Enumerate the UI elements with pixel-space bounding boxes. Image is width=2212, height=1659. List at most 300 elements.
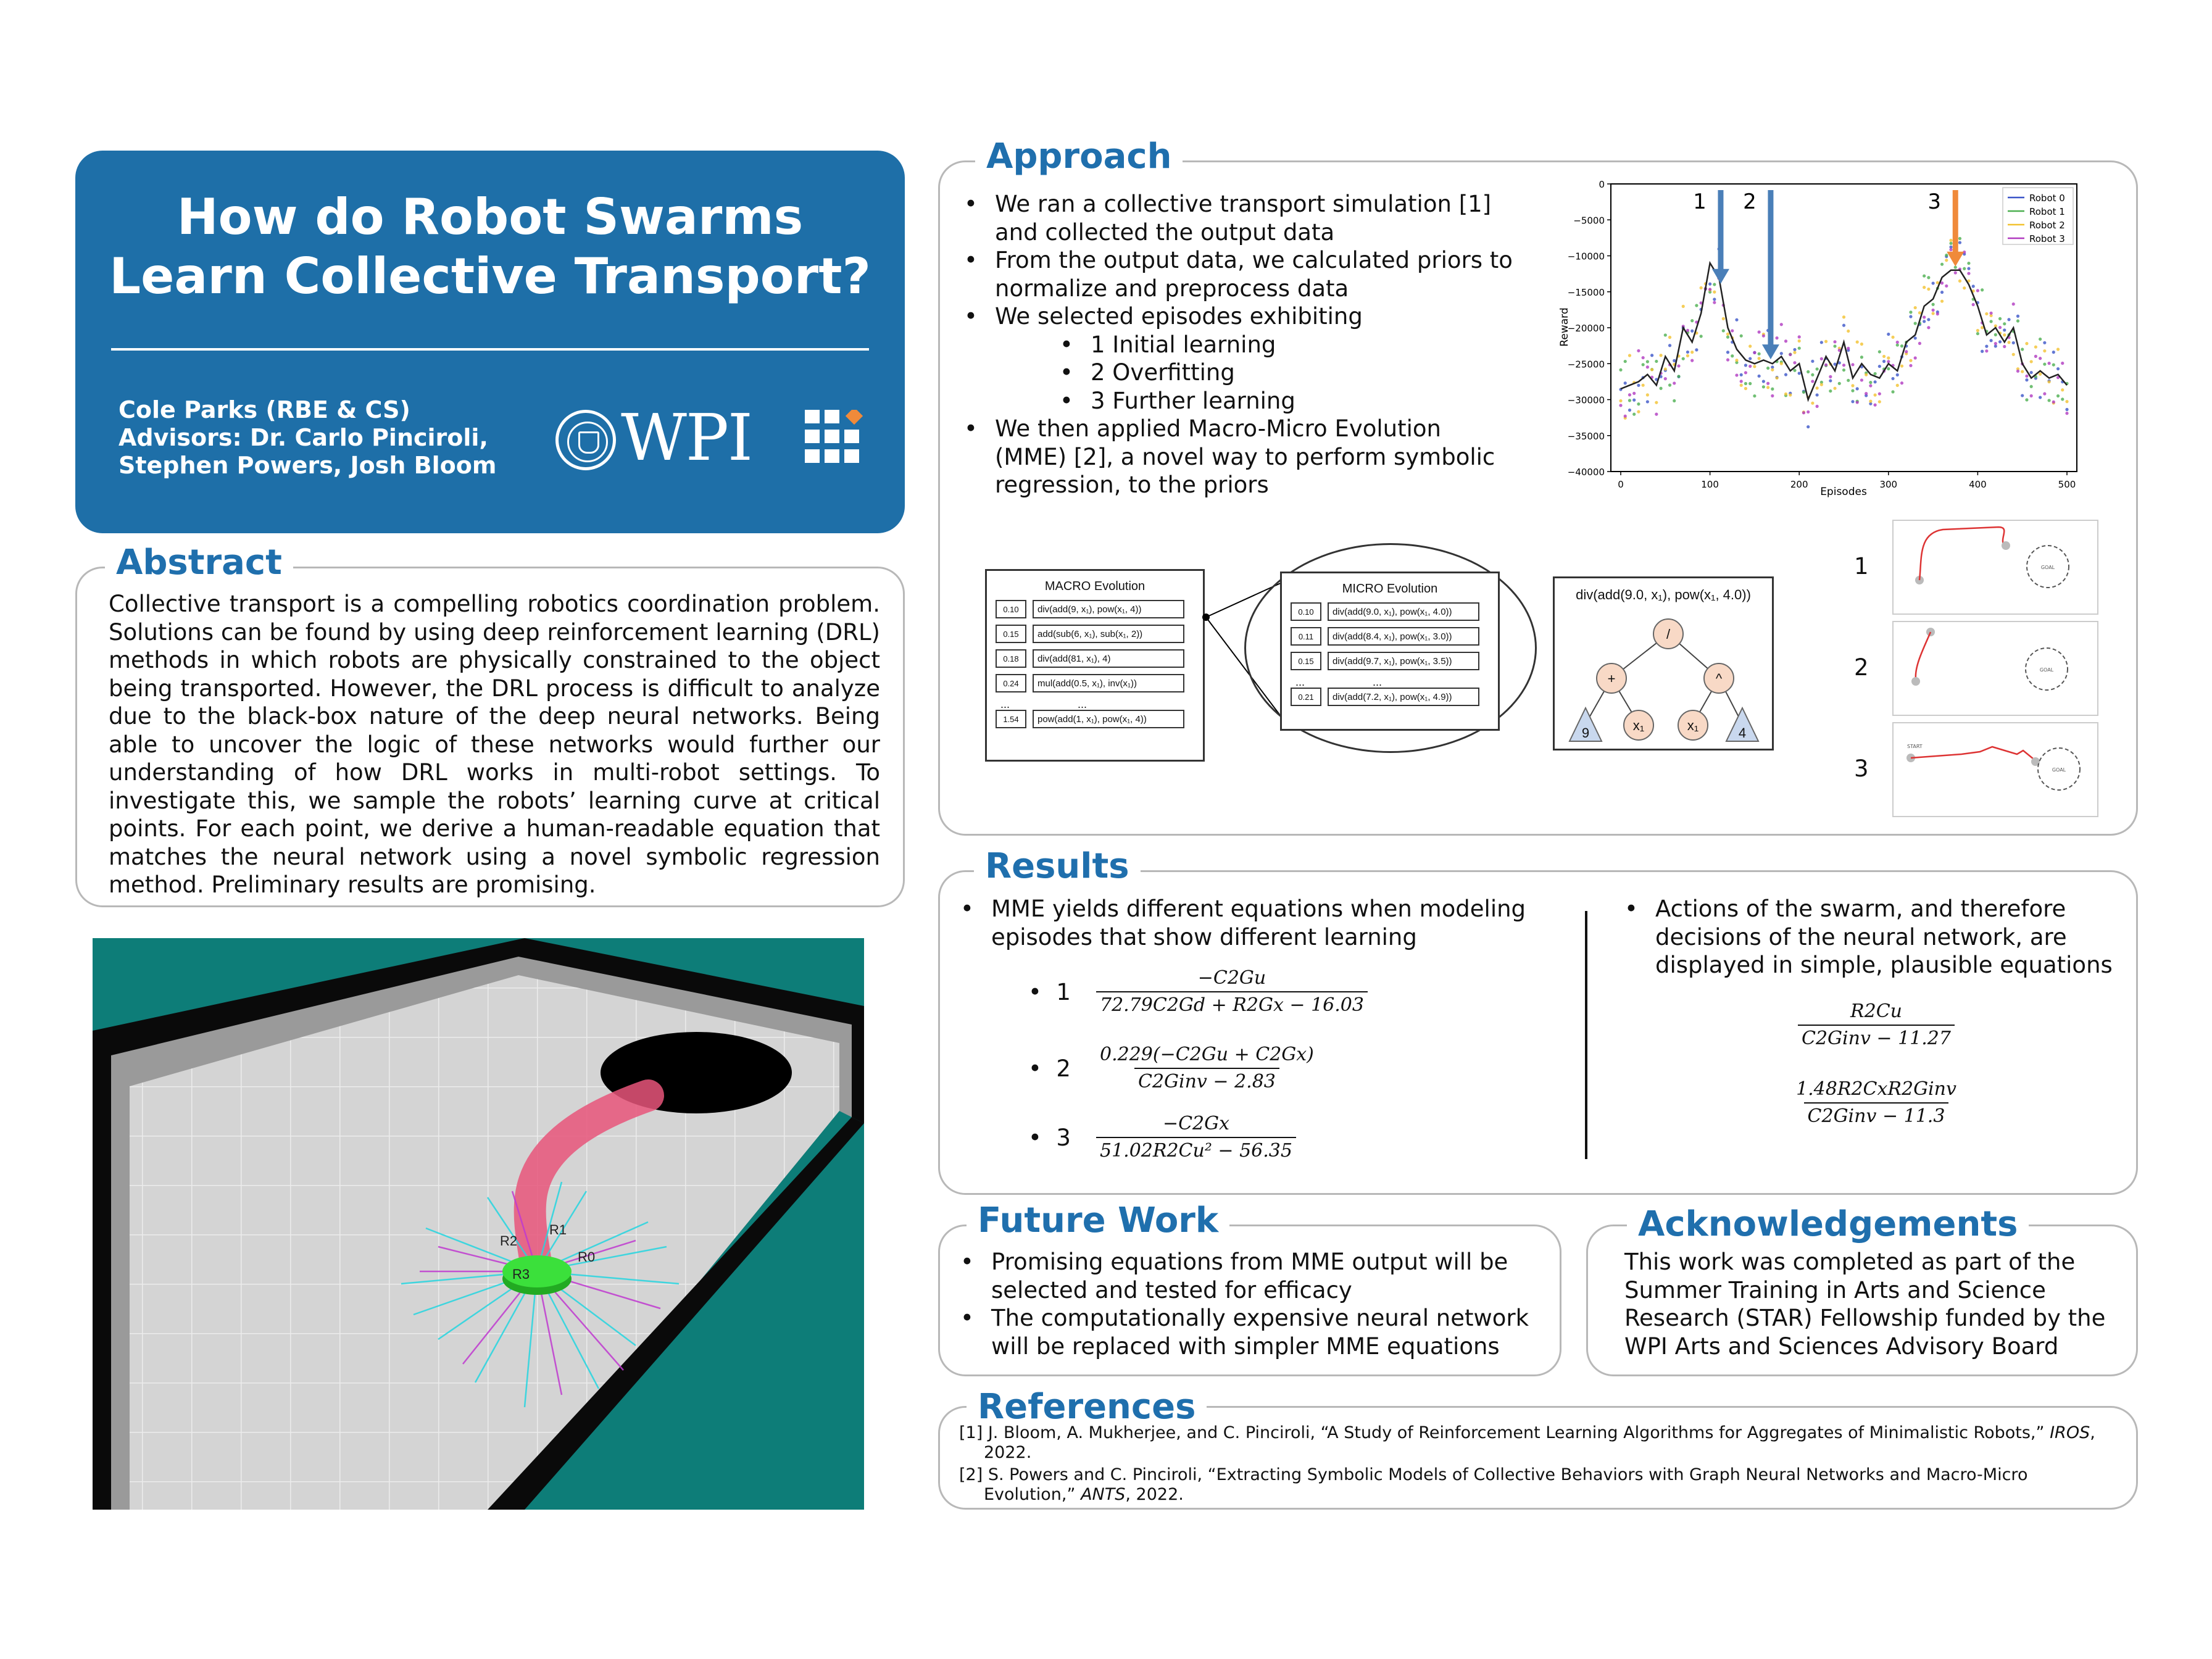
tree-root: / bbox=[1666, 626, 1671, 642]
reward-point bbox=[1686, 354, 1689, 357]
reward-point bbox=[1628, 409, 1631, 412]
reward-point bbox=[2065, 408, 2068, 411]
tree-right: ^ bbox=[1715, 671, 1723, 686]
reward-point bbox=[1619, 399, 1622, 402]
reward-point bbox=[1963, 286, 1966, 289]
reward-point bbox=[1932, 312, 1935, 315]
reward-point bbox=[1940, 299, 1944, 302]
result-equation-3 bbox=[1022, 1112, 1296, 1163]
tree-left: + bbox=[1607, 671, 1616, 686]
reward-point bbox=[1932, 309, 1935, 312]
reward-point bbox=[1985, 312, 1988, 315]
reward-point bbox=[1985, 345, 1988, 348]
x-tick-label: 200 bbox=[1790, 479, 1808, 490]
legend-robot2: Robot 2 bbox=[2029, 220, 2065, 231]
reward-point bbox=[1744, 364, 1747, 367]
reward-point bbox=[1655, 413, 1658, 416]
y-tick-label: −15000 bbox=[1567, 286, 1605, 298]
reward-point bbox=[1766, 382, 1769, 385]
reward-point bbox=[1713, 301, 1716, 304]
title-banner bbox=[75, 151, 905, 533]
references-list bbox=[959, 1423, 2126, 1505]
reward-point bbox=[2025, 398, 2028, 401]
macro-score: 0.24 bbox=[996, 674, 1026, 692]
reward-point bbox=[1784, 393, 1787, 396]
reward-point bbox=[1891, 336, 1894, 339]
reward-point bbox=[1753, 351, 1756, 354]
reward-point bbox=[1637, 410, 1640, 414]
reward-point bbox=[2052, 363, 2055, 366]
macro-row bbox=[996, 674, 1203, 692]
macro-score: 0.15 bbox=[996, 625, 1026, 643]
reward-point bbox=[2012, 353, 2015, 356]
reward-point bbox=[1690, 319, 1694, 322]
reward-point bbox=[2003, 322, 2006, 325]
reward-point bbox=[1726, 358, 1729, 361]
macro-expression: mul(add(0.5, x₁), inv(x₁)) bbox=[1033, 674, 1184, 692]
approach-bullet-4: • We then applied Macro-Micro Evolution (MME) [2], a novel way to perform symbolic regression, to the priors bbox=[964, 415, 1520, 499]
reward-point bbox=[1793, 361, 1796, 364]
macro-ellipsis: ... ... bbox=[1000, 698, 1087, 710]
reward-point bbox=[2065, 412, 2068, 415]
results-heading: Results bbox=[974, 847, 1141, 886]
y-axis-label: Reward bbox=[1558, 307, 1571, 347]
reward-point bbox=[2039, 373, 2042, 376]
reward-point bbox=[1637, 349, 1640, 352]
reward-point bbox=[1847, 379, 1850, 382]
micro-expression: div(add(9.7, x₁), pow(x₁, 3.5)) bbox=[1328, 652, 1479, 670]
reward-point bbox=[1842, 364, 1845, 367]
trajectory-label-2: 2 bbox=[1854, 654, 1869, 681]
reward-point bbox=[1646, 400, 1649, 403]
reward-point bbox=[2021, 347, 2024, 351]
reward-point bbox=[1713, 291, 1716, 294]
reward-point bbox=[1758, 330, 1761, 333]
reward-point bbox=[1816, 367, 1819, 370]
abstract-text: Collective transport is a compelling robotics coordination problem. Solutions can be found by using deep reinforcement learning (DRL) methods in which robots are physically constrained to the object being transported. However, the DRL process is difficult to analyze due to the black-box nature of the deep neural networks. Being able to uncover the logic of these networks would further our understanding of how DRL works in multi-robot settings. To investigate this, we sample the robots’ learning curve at critical points. For each point, we derive a human-readable equation that matches the neural network using a novel symbolic regression method. Preliminary results are promising. bbox=[109, 591, 880, 898]
reward-point bbox=[1700, 335, 1703, 338]
approach-text bbox=[964, 190, 1520, 499]
reward-point bbox=[1874, 380, 1877, 383]
right-equation-1 bbox=[1778, 1000, 1975, 1050]
right-equation-2 bbox=[1778, 1078, 1975, 1128]
reward-point bbox=[1905, 350, 1908, 353]
reward-point bbox=[1726, 336, 1729, 339]
reward-point bbox=[1758, 352, 1761, 356]
reward-point bbox=[1981, 350, 1984, 353]
reward-point bbox=[1932, 281, 1935, 285]
reference-1: [1] J. Bloom, A. Mukherjee, and C. Pinciroli, “A Study of Reinforcement Learning Algorithms for Aggregates of Minimalistic Robots,” IROS, 2022. bbox=[959, 1423, 2095, 1462]
reward-point bbox=[1833, 340, 1836, 343]
approach-bullet-2: • From the output data, we calculated priors to normalize and preprocess data bbox=[964, 246, 1520, 302]
reward-point bbox=[1958, 241, 1961, 244]
legend-robot1: Robot 1 bbox=[2029, 206, 2065, 217]
thumb1-goal: GOAL bbox=[2040, 565, 2055, 570]
reward-point bbox=[1646, 360, 1649, 363]
reward-point bbox=[1673, 399, 1676, 402]
reward-point bbox=[1793, 369, 1796, 372]
reward-point bbox=[1887, 356, 1890, 359]
reward-point bbox=[1878, 392, 1881, 395]
x-tick-label: 400 bbox=[1969, 479, 1987, 490]
reward-point bbox=[1869, 381, 1872, 384]
reward-point bbox=[1700, 286, 1703, 289]
reward-point bbox=[1664, 333, 1667, 336]
reward-point bbox=[1914, 306, 1917, 309]
reward-point bbox=[1793, 351, 1796, 354]
reward-point bbox=[1860, 356, 1863, 359]
reward-point bbox=[1775, 336, 1778, 339]
author-line1: Cole Parks (RBE & CS) bbox=[118, 396, 410, 423]
results-right-text bbox=[1624, 895, 2124, 979]
reward-point bbox=[1748, 382, 1752, 385]
reward-point bbox=[1851, 363, 1854, 366]
macro-expression: add(sub(6, x₁), sub(x₁, 2)) bbox=[1033, 625, 1184, 643]
reward-point bbox=[1753, 365, 1756, 368]
reward-point bbox=[1677, 364, 1680, 367]
reward-point bbox=[1731, 329, 1734, 332]
grid-logo-icon bbox=[805, 410, 873, 472]
reward-point bbox=[1820, 341, 1823, 344]
micro-evolution-box bbox=[1280, 572, 1500, 731]
reward-point bbox=[1735, 359, 1738, 362]
reward-point bbox=[2025, 378, 2028, 381]
micro-title: MICRO Evolution bbox=[1342, 582, 1438, 596]
reward-point bbox=[1865, 373, 1868, 376]
reward-point bbox=[1811, 360, 1814, 363]
reward-point bbox=[1758, 375, 1761, 378]
future-bullet-2: • The computationally expensive neural network will be replaced with simpler MME equations bbox=[960, 1304, 1553, 1360]
reward-point bbox=[1878, 350, 1881, 353]
reward-point bbox=[1619, 404, 1622, 407]
poster-title-line2: Learn Collective Transport? bbox=[109, 247, 871, 305]
macro-score: 1.54 bbox=[996, 710, 1026, 728]
reward-point bbox=[1690, 330, 1694, 333]
reward-point bbox=[1807, 425, 1810, 428]
reward-point bbox=[1945, 285, 1948, 288]
result-equation-2 bbox=[1022, 1043, 1318, 1094]
reward-point bbox=[1998, 340, 2002, 343]
reward-point bbox=[1798, 372, 1801, 375]
reward-point bbox=[1708, 283, 1711, 286]
approach-bullet-1: • We ran a collective transport simulation [1] and collected the output data bbox=[964, 190, 1520, 246]
results-right-bullet: • Actions of the swarm, and therefore decisions of the neural network, are displayed in simple, plausible equations bbox=[1624, 895, 2124, 979]
reward-point bbox=[2012, 302, 2015, 306]
reward-point bbox=[1949, 239, 1952, 242]
tree-leaf4: 4 bbox=[1738, 725, 1747, 741]
reward-point bbox=[1802, 391, 1805, 394]
reward-point bbox=[1967, 262, 1970, 265]
reward-point bbox=[2030, 371, 2033, 374]
reward-point bbox=[1976, 329, 1979, 332]
reward-point bbox=[1981, 288, 1984, 291]
reward-point bbox=[1673, 381, 1676, 385]
reward-point bbox=[1650, 354, 1653, 357]
reward-point bbox=[1914, 322, 1917, 325]
chart-legend bbox=[2003, 188, 2073, 244]
reward-point bbox=[2012, 341, 2015, 344]
result-equation-1 bbox=[1022, 967, 1368, 1017]
reward-point bbox=[1847, 330, 1850, 333]
reward-point bbox=[2007, 318, 2010, 321]
references-heading: References bbox=[967, 1387, 1207, 1427]
reward-point bbox=[1874, 372, 1877, 375]
trajectory-thumb-3 bbox=[1892, 722, 2098, 817]
reward-point bbox=[1891, 377, 1894, 380]
thumb3-start: START bbox=[1907, 744, 1923, 749]
robot-label-r0: R0 bbox=[578, 1249, 596, 1265]
reward-point bbox=[2025, 342, 2028, 345]
eq3-label: • 3 bbox=[1028, 1124, 1071, 1151]
req2-numerator: 1.48R2CxR2Ginv bbox=[1796, 1078, 1956, 1100]
micro-expression: div(add(8.4, x₁), pow(x₁, 3.0)) bbox=[1328, 627, 1479, 646]
reward-point bbox=[1802, 411, 1805, 414]
y-tick-label: 0 bbox=[1599, 179, 1605, 190]
reward-point bbox=[1789, 353, 1792, 356]
reward-point bbox=[1896, 341, 1899, 344]
macro-expression: div(add(81, x₁), 4) bbox=[1033, 649, 1184, 668]
reward-point bbox=[1722, 329, 1725, 332]
simulation-image bbox=[93, 938, 864, 1510]
reward-point bbox=[1811, 402, 1814, 405]
tree-leaf3: x₁ bbox=[1687, 718, 1699, 733]
macro-row bbox=[996, 600, 1203, 618]
reward-point bbox=[2003, 345, 2006, 348]
reward-point bbox=[1686, 329, 1689, 332]
reward-point bbox=[1659, 387, 1662, 390]
reward-point bbox=[1998, 326, 2002, 329]
reward-point bbox=[1954, 271, 1957, 274]
wpi-logo-text: WPI bbox=[621, 400, 752, 475]
y-tick-label: −20000 bbox=[1567, 323, 1605, 334]
eq2-denominator: C2Ginv − 2.83 bbox=[1134, 1068, 1279, 1094]
reward-point bbox=[1642, 384, 1645, 387]
reward-point bbox=[1784, 339, 1787, 343]
reward-point bbox=[1887, 333, 1890, 336]
reward-point bbox=[1722, 317, 1725, 320]
reward-point bbox=[1628, 399, 1631, 402]
reward-point bbox=[1851, 389, 1854, 392]
micro-row bbox=[1291, 627, 1498, 646]
legend-robot0: Robot 0 bbox=[2029, 193, 2065, 204]
reward-point bbox=[1735, 318, 1738, 322]
eq3-numerator: −C2Gx bbox=[1162, 1113, 1229, 1134]
reward-point bbox=[1882, 355, 1886, 358]
req2-denominator: C2Ginv − 11.3 bbox=[1804, 1102, 1949, 1128]
reward-point bbox=[1927, 288, 1930, 291]
micro-score: 0.11 bbox=[1291, 627, 1321, 646]
reward-point bbox=[1775, 376, 1778, 380]
micro-row bbox=[1291, 688, 1498, 706]
reward-point bbox=[2047, 399, 2050, 402]
reward-point bbox=[1918, 311, 1921, 314]
micro-row bbox=[1291, 652, 1498, 670]
reward-point bbox=[1624, 360, 1627, 363]
macro-expression: pow(add(1, x₁), pow(x₁, 4)) bbox=[1033, 710, 1184, 728]
reward-point bbox=[1838, 382, 1841, 385]
reward-point bbox=[1860, 378, 1863, 381]
reward-point bbox=[1632, 413, 1636, 416]
y-tick-label: −40000 bbox=[1567, 467, 1605, 478]
reward-point bbox=[2061, 388, 2064, 391]
reward-point bbox=[1646, 365, 1649, 368]
reward-point bbox=[1740, 373, 1743, 376]
reward-point bbox=[1989, 312, 1992, 315]
eq1-numerator: −C2Gu bbox=[1197, 967, 1266, 989]
reward-point bbox=[1891, 390, 1894, 393]
thumb3-goal: GOAL bbox=[2052, 767, 2066, 773]
reward-point bbox=[1807, 410, 1810, 414]
reward-point bbox=[1824, 340, 1827, 343]
micro-expression: div(add(7.2, x₁), pow(x₁, 4.9)) bbox=[1328, 688, 1479, 706]
reward-point bbox=[1949, 242, 1952, 245]
macro-evolution-box bbox=[985, 569, 1205, 762]
micro-score: 0.10 bbox=[1291, 602, 1321, 621]
reward-point bbox=[1958, 280, 1961, 283]
reward-point bbox=[1936, 312, 1939, 315]
macro-title: MACRO Evolution bbox=[1044, 580, 1146, 593]
req1-numerator: R2Cu bbox=[1850, 1000, 1902, 1022]
robot-label-r1: R1 bbox=[549, 1222, 567, 1237]
reward-point bbox=[1949, 248, 1952, 251]
x-tick-label: 100 bbox=[1701, 479, 1719, 490]
reward-point bbox=[1940, 263, 1944, 266]
reward-point bbox=[1932, 303, 1935, 306]
reward-chart bbox=[1531, 173, 2098, 500]
reward-point bbox=[1900, 364, 1903, 367]
reward-point bbox=[1771, 394, 1774, 397]
reward-point bbox=[1896, 384, 1899, 387]
reward-point bbox=[1726, 333, 1729, 336]
reward-point bbox=[2003, 328, 2006, 331]
reward-point bbox=[1748, 344, 1752, 347]
reward-point bbox=[1816, 405, 1819, 408]
req1-denominator: C2Ginv − 11.27 bbox=[1798, 1025, 1955, 1050]
reward-point bbox=[1780, 352, 1783, 355]
reward-point bbox=[1632, 392, 1636, 395]
approach-bullet-3: • We selected episodes exhibiting bbox=[964, 302, 1520, 331]
reward-point bbox=[1896, 343, 1899, 346]
reward-point bbox=[1918, 342, 1921, 345]
results-left-text bbox=[960, 895, 1553, 951]
reward-point bbox=[1869, 384, 1872, 387]
abstract-heading: Abstract bbox=[105, 543, 293, 583]
reward-point bbox=[1628, 354, 1631, 357]
reward-point bbox=[1856, 341, 1859, 344]
reward-point bbox=[1878, 365, 1881, 368]
approach-sub-2: • 2 Overfitting bbox=[1060, 359, 1520, 387]
reward-point bbox=[1851, 384, 1854, 387]
tree-leaf2: x₁ bbox=[1632, 718, 1645, 733]
reward-point bbox=[2021, 394, 2024, 397]
reward-point bbox=[1963, 267, 1966, 270]
reward-point bbox=[1713, 297, 1716, 301]
reward-point bbox=[1771, 368, 1774, 372]
episode-arrow-label: 2 bbox=[1743, 189, 1757, 214]
reward-point bbox=[1642, 356, 1645, 359]
reward-point bbox=[2034, 346, 2037, 349]
reward-point bbox=[2021, 370, 2024, 373]
acknowledgements-text: This work was completed as part of the Summer Training in Arts and Science Research (STAR) Fellowship funded by the WPI Arts and Sciences Advisory Board bbox=[1624, 1249, 2106, 1360]
reward-point bbox=[1668, 383, 1671, 386]
reward-point bbox=[1914, 356, 1917, 359]
reward-point bbox=[2025, 375, 2028, 378]
reward-point bbox=[1731, 354, 1734, 357]
reward-point bbox=[2016, 319, 2019, 322]
reward-point bbox=[1865, 392, 1868, 395]
trajectory-label-1: 1 bbox=[1854, 553, 1869, 580]
approach-sub-1: • 1 Initial learning bbox=[1060, 331, 1520, 359]
reward-point bbox=[1811, 380, 1814, 383]
reward-point bbox=[1807, 370, 1810, 373]
reward-point bbox=[1793, 348, 1796, 351]
reward-point bbox=[1735, 373, 1738, 376]
eq2-label: • 2 bbox=[1028, 1055, 1071, 1082]
future-work-text bbox=[960, 1248, 1553, 1360]
results-left-bullet: • MME yields different equations when modeling episodes that show different learning bbox=[960, 895, 1553, 951]
reward-point bbox=[1811, 373, 1814, 376]
reward-point bbox=[1619, 368, 1622, 372]
micro-expression: div(add(9.0, x₁), pow(x₁, 4.0)) bbox=[1328, 602, 1479, 621]
reward-point bbox=[1740, 335, 1743, 338]
reward-point bbox=[1664, 377, 1667, 380]
reward-point bbox=[1887, 367, 1890, 370]
macro-row bbox=[996, 649, 1203, 668]
reward-point bbox=[2039, 357, 2042, 360]
expression-tree-box bbox=[1553, 576, 1774, 750]
reward-point bbox=[2034, 355, 2037, 358]
reward-point bbox=[1686, 351, 1689, 354]
micro-row bbox=[1291, 602, 1498, 621]
reward-point bbox=[1766, 367, 1769, 370]
reward-point bbox=[1637, 384, 1640, 387]
reward-point bbox=[2047, 380, 2050, 383]
approach-heading: Approach bbox=[975, 137, 1183, 177]
reward-point bbox=[1927, 318, 1930, 321]
reward-point bbox=[1690, 351, 1694, 354]
title-divider bbox=[111, 348, 869, 351]
reward-point bbox=[1642, 363, 1645, 366]
reward-point bbox=[1940, 291, 1944, 294]
reward-point bbox=[1762, 385, 1765, 388]
reward-point bbox=[2061, 397, 2064, 401]
macro-row bbox=[996, 625, 1203, 643]
reward-point bbox=[1695, 348, 1698, 351]
reward-point bbox=[1758, 357, 1761, 360]
reward-point bbox=[1780, 362, 1783, 365]
micro-ellipsis: ... ... bbox=[1295, 676, 1382, 688]
reward-point bbox=[1909, 359, 1912, 362]
poster-title bbox=[75, 188, 905, 306]
reward-point bbox=[1798, 347, 1801, 350]
reward-point bbox=[1909, 364, 1912, 367]
author-line3: Stephen Powers, Josh Bloom bbox=[118, 452, 497, 479]
reward-point bbox=[1914, 336, 1917, 339]
reward-point bbox=[1637, 402, 1640, 405]
y-tick-label: −10000 bbox=[1567, 251, 1605, 262]
reward-point bbox=[1784, 373, 1787, 376]
reward-point bbox=[1989, 339, 1992, 342]
reward-point bbox=[1874, 404, 1877, 407]
reward-point bbox=[1869, 400, 1872, 403]
reward-point bbox=[1967, 272, 1970, 275]
reward-point bbox=[1847, 347, 1850, 350]
reward-point bbox=[1842, 324, 1845, 327]
reward-point bbox=[1972, 303, 1975, 306]
episode-arrow-label: 1 bbox=[1693, 189, 1707, 214]
reward-point bbox=[2065, 400, 2068, 403]
reward-point bbox=[1624, 415, 1627, 418]
